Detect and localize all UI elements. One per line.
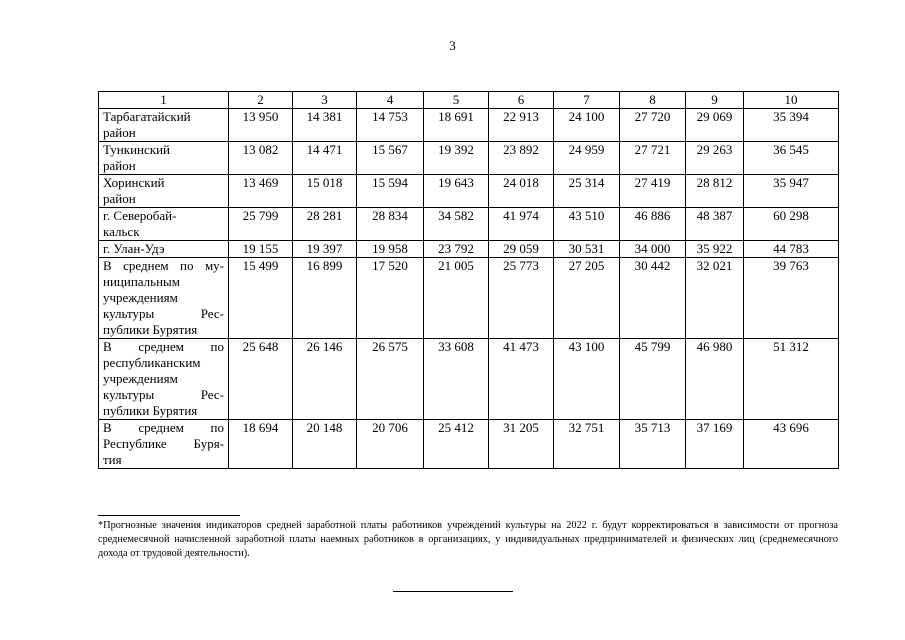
value-cell: 28 812 bbox=[686, 175, 744, 208]
header-cell: 5 bbox=[424, 92, 489, 109]
value-cell: 30 531 bbox=[554, 241, 620, 258]
header-cell: 10 bbox=[744, 92, 839, 109]
header-cell: 2 bbox=[229, 92, 293, 109]
value-cell: 34 582 bbox=[424, 208, 489, 241]
row-label-line: Хоринский bbox=[103, 175, 165, 190]
header-cell: 7 bbox=[554, 92, 620, 109]
value-cell: 30 442 bbox=[620, 258, 686, 339]
value-cell: 32 021 bbox=[686, 258, 744, 339]
row-label-line: Тарбагатайский bbox=[103, 109, 191, 124]
table-row bbox=[99, 208, 839, 241]
row-label-line: республиканским bbox=[103, 355, 201, 370]
row-label-line: В среднем по bbox=[103, 420, 224, 435]
value-cell: 35 922 bbox=[686, 241, 744, 258]
row-label-line: учреждениям bbox=[103, 371, 178, 386]
table-header-row bbox=[99, 92, 839, 109]
value-cell: 14 381 bbox=[293, 109, 357, 142]
value-cell: 21 005 bbox=[424, 258, 489, 339]
row-label-cell bbox=[99, 241, 229, 258]
table-row bbox=[99, 175, 839, 208]
row-label-line: публики Бурятия bbox=[103, 403, 198, 418]
value-cell: 18 691 bbox=[424, 109, 489, 142]
value-cell: 34 000 bbox=[620, 241, 686, 258]
value-cell: 51 312 bbox=[744, 339, 839, 420]
value-cell: 48 387 bbox=[686, 208, 744, 241]
row-label-line: г. Улан-Удэ bbox=[103, 241, 165, 256]
value-cell: 13 082 bbox=[229, 142, 293, 175]
value-cell: 20 148 bbox=[293, 420, 357, 469]
value-cell: 37 169 bbox=[686, 420, 744, 469]
value-cell: 29 263 bbox=[686, 142, 744, 175]
row-label-cell bbox=[99, 142, 229, 175]
table-row bbox=[99, 142, 839, 175]
value-cell: 23 892 bbox=[489, 142, 554, 175]
value-cell: 32 751 bbox=[554, 420, 620, 469]
page-end-divider bbox=[393, 591, 513, 592]
value-cell: 15 018 bbox=[293, 175, 357, 208]
value-cell: 18 694 bbox=[229, 420, 293, 469]
row-label-cell bbox=[99, 258, 229, 339]
value-cell: 46 980 bbox=[686, 339, 744, 420]
footnote: *Прогнозные значения индикаторов средней заработной платы работников учреждений культуры на 2022 г. будут корректироваться в зависимости от прогноза среднемесячной начисленной заработной платы наемных работников в организациях, у индивидуальных предпринимателей и физических лиц (среднемесячного дохода от трудовой деятельности). bbox=[98, 520, 838, 559]
row-label-line: район bbox=[103, 125, 136, 140]
row-label-cell bbox=[99, 175, 229, 208]
row-label-cell bbox=[99, 339, 229, 420]
value-cell: 13 469 bbox=[229, 175, 293, 208]
value-cell: 27 419 bbox=[620, 175, 686, 208]
value-cell: 35 947 bbox=[744, 175, 839, 208]
value-cell: 16 899 bbox=[293, 258, 357, 339]
value-cell: 14 471 bbox=[293, 142, 357, 175]
row-label-line: ниципальным bbox=[103, 274, 181, 289]
table-row bbox=[99, 258, 839, 339]
header-cell: 3 bbox=[293, 92, 357, 109]
value-cell: 19 958 bbox=[357, 241, 424, 258]
value-cell: 15 567 bbox=[357, 142, 424, 175]
value-cell: 14 753 bbox=[357, 109, 424, 142]
value-cell: 46 886 bbox=[620, 208, 686, 241]
value-cell: 31 205 bbox=[489, 420, 554, 469]
value-cell: 28 834 bbox=[357, 208, 424, 241]
value-cell: 41 974 bbox=[489, 208, 554, 241]
value-cell: 39 763 bbox=[744, 258, 839, 339]
value-cell: 24 018 bbox=[489, 175, 554, 208]
value-cell: 13 950 bbox=[229, 109, 293, 142]
value-cell: 25 799 bbox=[229, 208, 293, 241]
value-cell: 44 783 bbox=[744, 241, 839, 258]
value-cell: 25 773 bbox=[489, 258, 554, 339]
header-cell: 1 bbox=[99, 92, 229, 109]
row-label-line: тия bbox=[103, 452, 122, 467]
row-label-line: культуры Рес- bbox=[103, 387, 224, 402]
row-label-line: район bbox=[103, 191, 136, 206]
header-cell: 8 bbox=[620, 92, 686, 109]
value-cell: 26 146 bbox=[293, 339, 357, 420]
value-cell: 41 473 bbox=[489, 339, 554, 420]
row-label-line: Республике Буря- bbox=[103, 436, 224, 451]
value-cell: 25 412 bbox=[424, 420, 489, 469]
header-cell: 4 bbox=[357, 92, 424, 109]
value-cell: 27 205 bbox=[554, 258, 620, 339]
value-cell: 35 394 bbox=[744, 109, 839, 142]
value-cell: 15 594 bbox=[357, 175, 424, 208]
row-label-line: культуры Рес- bbox=[103, 306, 224, 321]
value-cell: 15 499 bbox=[229, 258, 293, 339]
row-label-line: учреждениям bbox=[103, 290, 178, 305]
value-cell: 36 545 bbox=[744, 142, 839, 175]
row-label-line: Тункинский bbox=[103, 142, 170, 157]
footnote-divider bbox=[98, 515, 240, 516]
value-cell: 29 069 bbox=[686, 109, 744, 142]
value-cell: 27 721 bbox=[620, 142, 686, 175]
value-cell: 45 799 bbox=[620, 339, 686, 420]
row-label-line: публики Бурятия bbox=[103, 322, 198, 337]
row-label-cell bbox=[99, 420, 229, 469]
row-label-cell bbox=[99, 208, 229, 241]
value-cell: 19 392 bbox=[424, 142, 489, 175]
value-cell: 22 913 bbox=[489, 109, 554, 142]
value-cell: 23 792 bbox=[424, 241, 489, 258]
salary-table bbox=[98, 91, 839, 469]
value-cell: 19 397 bbox=[293, 241, 357, 258]
value-cell: 29 059 bbox=[489, 241, 554, 258]
value-cell: 33 608 bbox=[424, 339, 489, 420]
table-row bbox=[99, 109, 839, 142]
row-label-line: район bbox=[103, 158, 136, 173]
value-cell: 19 155 bbox=[229, 241, 293, 258]
value-cell: 25 648 bbox=[229, 339, 293, 420]
header-cell: 9 bbox=[686, 92, 744, 109]
table-row bbox=[99, 241, 839, 258]
value-cell: 43 510 bbox=[554, 208, 620, 241]
value-cell: 20 706 bbox=[357, 420, 424, 469]
page-number: 3 bbox=[449, 38, 456, 53]
row-label-line: г. Северобай- bbox=[103, 208, 177, 223]
row-label-line: кальск bbox=[103, 224, 140, 239]
value-cell: 43 100 bbox=[554, 339, 620, 420]
value-cell: 60 298 bbox=[744, 208, 839, 241]
value-cell: 24 100 bbox=[554, 109, 620, 142]
value-cell: 25 314 bbox=[554, 175, 620, 208]
value-cell: 17 520 bbox=[357, 258, 424, 339]
value-cell: 28 281 bbox=[293, 208, 357, 241]
row-label-cell bbox=[99, 109, 229, 142]
value-cell: 27 720 bbox=[620, 109, 686, 142]
table-body bbox=[99, 92, 839, 469]
value-cell: 24 959 bbox=[554, 142, 620, 175]
table-row bbox=[99, 420, 839, 469]
header-cell: 6 bbox=[489, 92, 554, 109]
value-cell: 35 713 bbox=[620, 420, 686, 469]
value-cell: 43 696 bbox=[744, 420, 839, 469]
row-label-line: В среднем по му- bbox=[103, 258, 224, 273]
value-cell: 19 643 bbox=[424, 175, 489, 208]
table-row bbox=[99, 339, 839, 420]
value-cell: 26 575 bbox=[357, 339, 424, 420]
row-label-line: В среднем по bbox=[103, 339, 224, 354]
